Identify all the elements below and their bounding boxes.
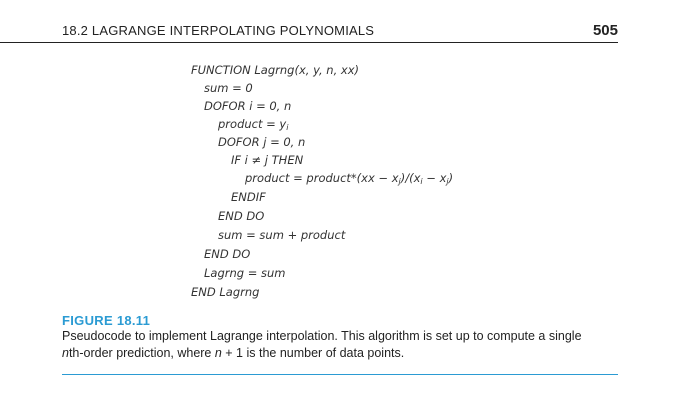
- caption-part: th-order prediction, where: [68, 346, 215, 360]
- caption-part: + 1 is the number of data points.: [221, 346, 405, 360]
- code-subscript-i: i: [286, 123, 289, 132]
- code-product-fragment: − x: [422, 171, 447, 185]
- code-line-if: IF i ≠ j THEN: [231, 153, 304, 167]
- code-subscript-j: j: [446, 177, 449, 186]
- bottom-rule: [62, 374, 618, 375]
- section-title: 18.2 LAGRANGE INTERPOLATING POLYNOMIALS: [62, 23, 375, 38]
- caption-part: Pseudocode to implement Lagrange interpolation. This algorithm is set up to compute a single: [62, 329, 582, 343]
- code-line-product-update: [245, 171, 453, 189]
- code-line-end-do-outer: END DO: [204, 247, 251, 261]
- page-number: 505: [592, 22, 618, 39]
- code-subscript-j: j: [398, 177, 401, 186]
- figure-caption: [62, 328, 622, 362]
- code-line-end-do-inner: END DO: [218, 209, 265, 223]
- code-line-sum-update: sum = sum + product: [218, 228, 346, 242]
- code-line-function: FUNCTION Lagrng(x, y, n, xx): [191, 63, 359, 77]
- code-product-fragment: )/(x: [400, 171, 421, 185]
- caption-variable-n: n: [214, 346, 222, 360]
- running-head: [0, 0, 618, 43]
- code-line-end-function: END Lagrng: [191, 285, 260, 299]
- code-product-update-text: product = product*(xx − x: [245, 171, 399, 185]
- code-product-fragment: ): [448, 171, 454, 185]
- code-line-sum-init: sum = 0: [204, 81, 253, 95]
- code-line-assign-result: Lagrng = sum: [204, 266, 286, 280]
- code-line-dofor-i: DOFOR i = 0, n: [204, 99, 292, 113]
- caption-variable-n: n: [62, 346, 69, 360]
- code-line-endif: ENDIF: [231, 190, 266, 204]
- figure-label: FIGURE 18.11: [62, 313, 151, 328]
- code-subscript-i: i: [420, 177, 423, 186]
- code-product-init-text: product = y: [218, 117, 287, 131]
- code-line-dofor-j: DOFOR j = 0, n: [218, 135, 306, 149]
- code-line-product-init: [218, 117, 288, 135]
